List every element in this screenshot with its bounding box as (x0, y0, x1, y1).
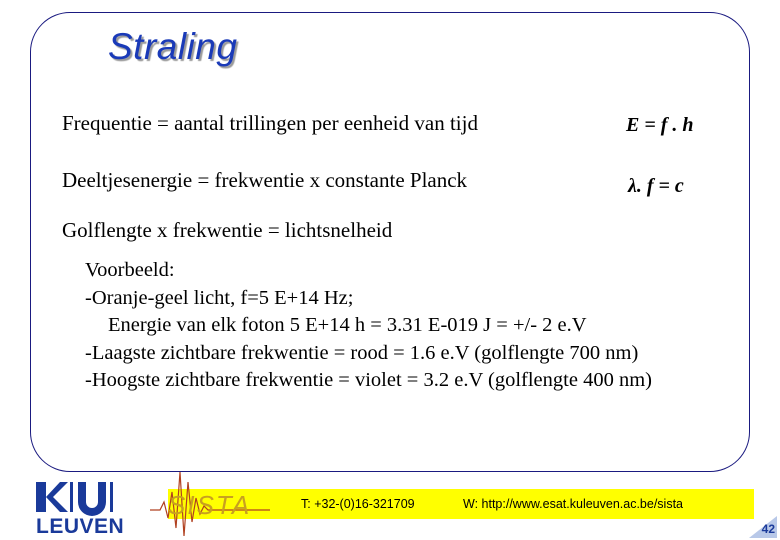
example-item: -Laagste zichtbare frekwentie = rood = 1.6 e.V (golflengte 700 nm) (85, 341, 639, 364)
page-number-text: 42 (761, 522, 775, 536)
definition-energy: Deeltjesenergie = frekwentie x constante Planck (62, 168, 468, 192)
page-number (749, 516, 777, 538)
footer-website-link[interactable]: W: http://www.esat.kuleuven.ac.be/sista (463, 497, 684, 511)
example-item: Energie van elk foton 5 E+14 h = 3.31 E-019 J = +/- 2 e.V (108, 314, 587, 336)
example-heading: Voorbeeld: (85, 259, 175, 281)
definition-wavelength: Golflengte x frekwentie = lichtsnelheid (62, 218, 393, 242)
footer-phone: T: +32-(0)16-321709 (301, 497, 415, 511)
formula-energy: E = f . h (626, 114, 694, 136)
example-item: -Hoogste zichtbare frekwentie = violet = 3.2 e.V (golflengte 400 nm) (85, 369, 652, 391)
sista-logo-text: SISTA (168, 490, 252, 520)
example-block (85, 257, 652, 395)
definition-frequency: Frequentie = aantal trillingen per eenheid van tijd (62, 111, 478, 135)
logo-text: LEUVEN (36, 515, 125, 538)
example-item: -Oranje-geel licht, f=5 E+14 Hz; (85, 286, 354, 309)
slide-title: Straling (108, 26, 238, 67)
formula-wavelength: λ. f = c (628, 175, 684, 197)
